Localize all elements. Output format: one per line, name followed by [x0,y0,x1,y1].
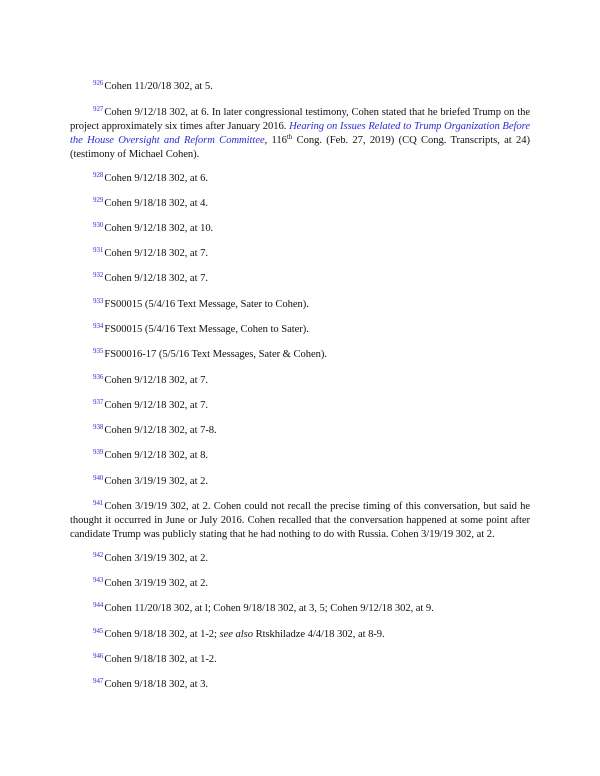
footnote-text: FS00015 (5/4/16 Text Message, Sater to Cohen). [104,298,309,310]
footnote-text: Cohen 9/18/18 302, at 3. [104,678,208,690]
footnote-text: , 116 [264,134,287,146]
footnote-text: Cohen 3/19/19 302, at 2. [104,577,208,589]
footnote-947 [70,678,530,692]
footnote-number[interactable]: 927 [93,104,104,113]
footnote-text: Cohen 9/12/18 302, at 7. [104,247,208,259]
footnote-928 [70,172,530,186]
footnote-930 [70,222,530,236]
footnote-number[interactable]: 940 [93,473,104,482]
footnote-text: Cohen 11/20/18 302, at l; Cohen 9/18/18 302, at 3, 5; Cohen 9/12/18 302, at 9. [104,602,434,614]
footnote-number[interactable]: 945 [93,626,104,635]
footnote-937 [70,399,530,413]
signal-see-also: see also [219,628,253,640]
footnote-941 [70,500,530,542]
footnote-935 [70,348,530,362]
footnote-942 [70,552,530,566]
hearing-citation-link[interactable]: Hearing on Issues Related to Trump Organization Before the House Oversight and Reform Committee [70,120,530,146]
footnote-text: Cohen 9/18/18 302, at 1-2. [104,653,217,665]
footnote-number[interactable]: 926 [93,78,104,87]
footnote-text: Cohen 9/18/18 302, at 4. [104,197,208,209]
footnote-text: Cohen 9/12/18 302, at 6. In later congressional testimony, Cohen stated that he briefed Trump on the project approximately six times after January 2016. [70,106,530,132]
footnote-text: Cohen 9/12/18 302, at 7-8. [104,424,217,436]
footnote-938 [70,424,530,438]
footnote-text: Cohen 9/12/18 302, at 7. [104,374,208,386]
footnote-number[interactable]: 935 [93,346,104,355]
footnote-number[interactable]: 933 [93,296,104,305]
ordinal-suffix: th [286,132,293,141]
footnote-939 [70,449,530,463]
footnote-text: Cohen 9/12/18 302, at 6. [104,172,208,184]
footnote-929 [70,197,530,211]
footnote-number[interactable]: 929 [93,195,104,204]
footnote-943 [70,577,530,591]
footnote-number[interactable]: 941 [93,498,104,507]
footnote-number[interactable]: 943 [93,575,104,584]
footnote-940 [70,475,530,489]
footnote-text: Cohen 9/12/18 302, at 8. [104,449,208,461]
footnote-number[interactable]: 947 [93,676,104,685]
footnote-944 [70,602,530,616]
footnote-text: Rtskhiladze 4/4/18 302, at 8-9. [252,628,385,640]
footnote-945 [70,628,530,642]
footnote-934 [70,323,530,337]
footnote-927 [70,106,530,162]
footnote-number[interactable]: 938 [93,422,104,431]
footnote-number[interactable]: 934 [93,321,104,330]
footnote-text: Cohen 3/19/19 302, at 2. [104,552,208,564]
footnote-number[interactable]: 944 [93,600,104,609]
footnote-text: Cohen 11/20/18 302, at 5. [104,80,213,92]
footnote-text: Cohen 3/19/19 302, at 2. Cohen could not recall the precise timing of this conversation, but said he thought it occurred in June or July 2016. Cohen recalled that the conversation happened at some point after candidate Trump was publicly stating that he had nothing to do with Russia. Cohen 3/19/19 302, at 2. [70,500,530,540]
footnote-text: Cong. (Feb. 27, 2019) (CQ Cong. Transcripts, at 24) (testimony of Michael Cohen). [70,134,530,160]
footnote-text: Cohen 9/12/18 302, at 7. [104,399,208,411]
footnote-text: FS00015 (5/4/16 Text Message, Cohen to Sater). [104,323,309,335]
footnote-text: Cohen 9/18/18 302, at 1-2; [104,628,220,640]
footnote-text: FS00016-17 (5/5/16 Text Messages, Sater & Cohen). [104,348,327,360]
footnote-number[interactable]: 942 [93,550,104,559]
footnote-936 [70,374,530,388]
footnote-number[interactable]: 932 [93,270,104,279]
footnote-text: Cohen 9/12/18 302, at 10. [104,222,214,234]
footnote-number[interactable]: 931 [93,245,104,254]
footnote-text: Cohen 9/12/18 302, at 7. [104,272,208,284]
footnote-926 [70,80,530,94]
footnote-number[interactable]: 936 [93,372,104,381]
footnote-946 [70,653,530,667]
footnote-932 [70,272,530,286]
footnote-text: Cohen 3/19/19 302, at 2. [104,475,208,487]
footnote-number[interactable]: 937 [93,397,104,406]
footnote-number[interactable]: 930 [93,220,104,229]
footnote-number[interactable]: 939 [93,447,104,456]
footnote-number[interactable]: 946 [93,651,104,660]
footnote-931 [70,247,530,261]
footnote-number[interactable]: 928 [93,170,104,179]
footnote-933 [70,298,530,312]
